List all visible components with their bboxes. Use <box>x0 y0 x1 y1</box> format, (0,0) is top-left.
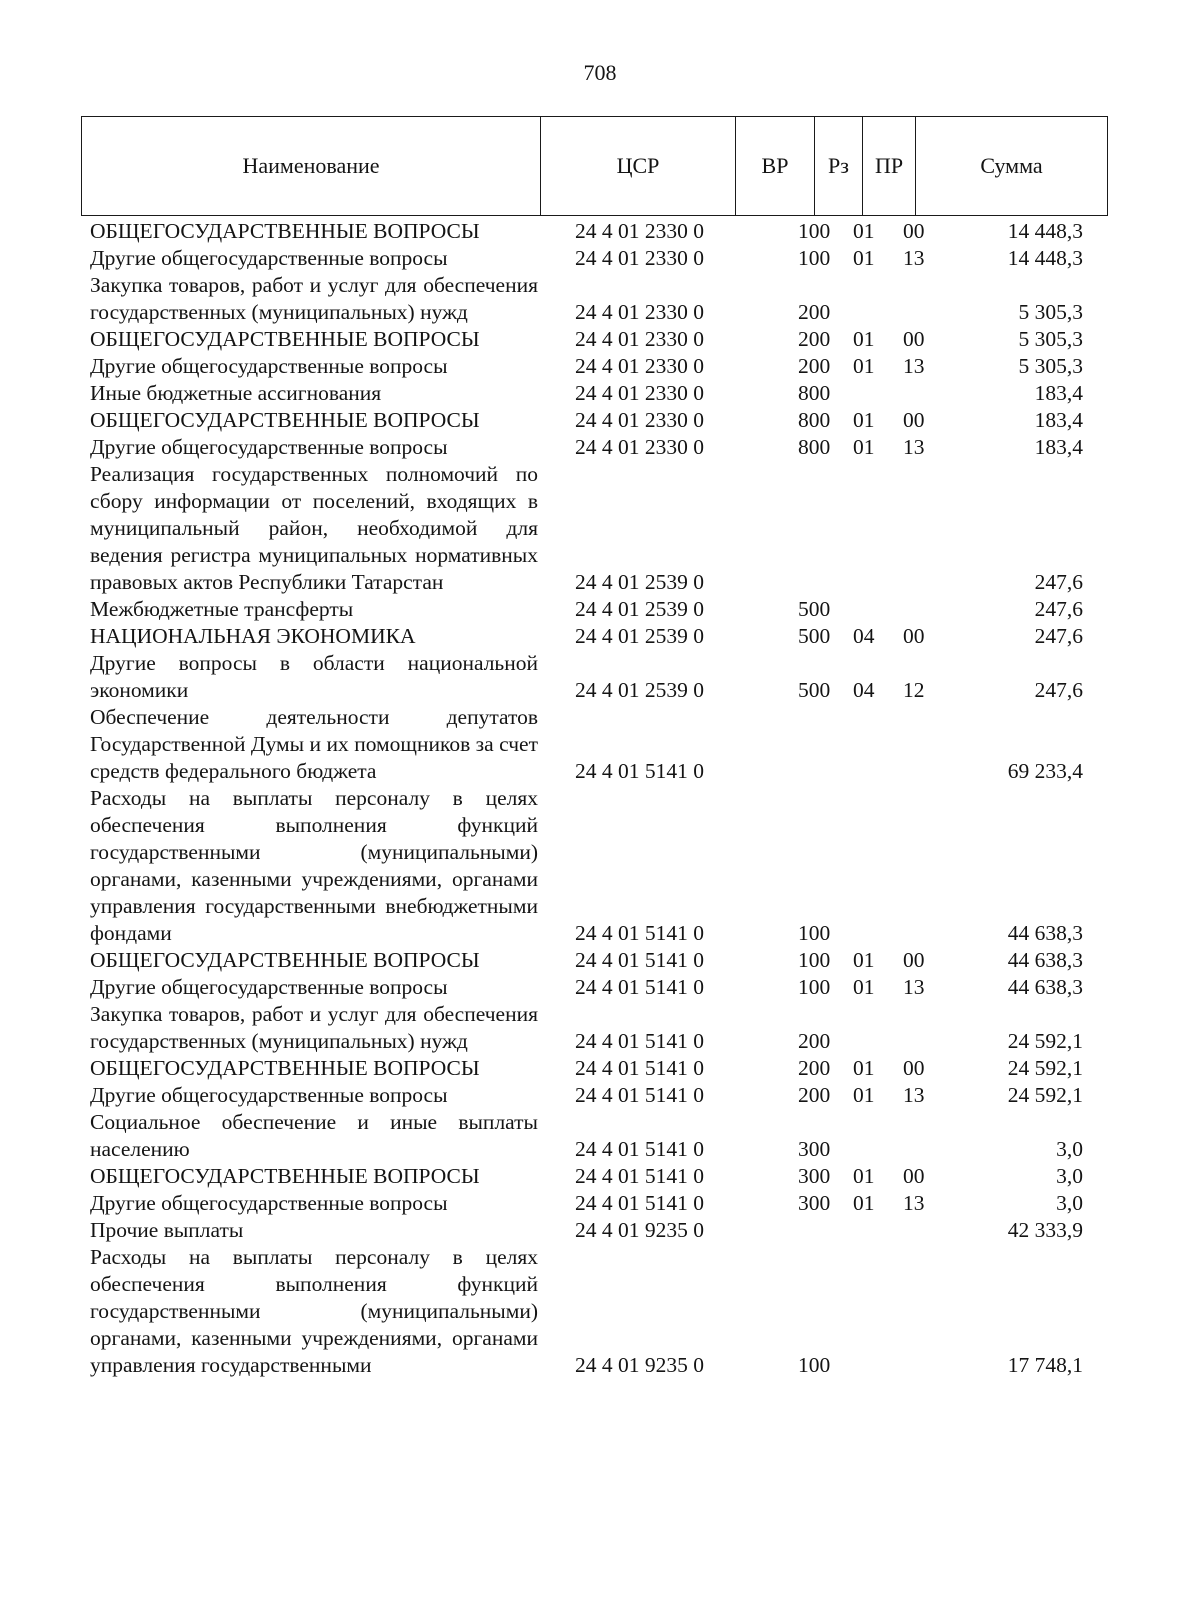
row-vr: 300 <box>798 1191 831 1215</box>
table-row <box>90 1055 1120 1082</box>
row-pr: 00 <box>903 408 925 432</box>
row-rz: 01 <box>853 1164 875 1188</box>
row-name: ОБЩЕГОСУДАРСТВЕННЫЕ ВОПРОСЫ <box>90 408 480 432</box>
table-row <box>90 461 1120 596</box>
row-name: Другие общегосударственные вопросы <box>90 354 448 378</box>
row-rz: 04 <box>853 624 875 648</box>
row-name: Расходы на выплаты персоналу в целях обеспечения выполнения функций государственными (муниципальными) органами, казенными учреждениями, органами управления государственными <box>90 1245 538 1377</box>
table-row <box>90 218 1120 245</box>
row-csr: 24 4 01 5141 0 <box>575 1029 704 1053</box>
row-vr: 200 <box>798 327 831 351</box>
table-row <box>90 1001 1120 1055</box>
row-vr: 100 <box>798 246 831 270</box>
row-sum: 183,4 <box>1034 381 1083 405</box>
row-vr: 300 <box>798 1164 831 1188</box>
row-csr: 24 4 01 2330 0 <box>575 408 704 432</box>
row-csr: 24 4 01 2539 0 <box>575 624 704 648</box>
row-pr: 00 <box>903 1056 925 1080</box>
table-row <box>90 947 1120 974</box>
row-rz: 01 <box>853 975 875 999</box>
table-row <box>90 596 1120 623</box>
row-name: ОБЩЕГОСУДАРСТВЕННЫЕ ВОПРОСЫ <box>90 1056 480 1080</box>
row-pr: 00 <box>903 327 925 351</box>
row-csr: 24 4 01 5141 0 <box>575 1191 704 1215</box>
header-vr: ВР <box>736 117 815 216</box>
row-rz: 01 <box>853 327 875 351</box>
row-pr: 13 <box>903 435 925 459</box>
row-rz: 01 <box>853 246 875 270</box>
row-sum: 183,4 <box>1034 408 1083 432</box>
header-csr: ЦСР <box>541 117 736 216</box>
row-name: Другие общегосударственные вопросы <box>90 1083 448 1107</box>
table-row <box>90 380 1120 407</box>
row-vr: 200 <box>798 1056 831 1080</box>
row-pr: 00 <box>903 948 925 972</box>
row-vr: 100 <box>798 975 831 999</box>
table-row <box>90 1244 1120 1379</box>
row-rz: 01 <box>853 408 875 432</box>
row-name: Межбюджетные трансферты <box>90 597 354 621</box>
row-sum: 17 748,1 <box>1007 1353 1083 1377</box>
row-name: Иные бюджетные ассигнования <box>90 381 382 405</box>
row-csr: 24 4 01 5141 0 <box>575 1056 704 1080</box>
row-name: Другие вопросы в области национальной экономики <box>90 651 538 702</box>
row-sum: 42 333,9 <box>1007 1218 1083 1242</box>
row-sum: 44 638,3 <box>1007 921 1083 945</box>
row-rz: 04 <box>853 678 875 702</box>
row-sum: 44 638,3 <box>1007 975 1083 999</box>
row-name: НАЦИОНАЛЬНАЯ ЭКОНОМИКА <box>90 624 416 648</box>
row-sum: 5 305,3 <box>1018 354 1083 378</box>
row-csr: 24 4 01 5141 0 <box>575 1083 704 1107</box>
table-row <box>90 1082 1120 1109</box>
row-sum: 3,0 <box>1056 1137 1083 1161</box>
table-header <box>81 116 1108 216</box>
row-rz: 01 <box>853 1083 875 1107</box>
row-vr: 500 <box>798 624 831 648</box>
table-body <box>90 218 1120 1379</box>
row-vr: 100 <box>798 1353 831 1377</box>
table-row <box>90 245 1120 272</box>
row-vr: 800 <box>798 435 831 459</box>
row-vr: 500 <box>798 678 831 702</box>
row-csr: 24 4 01 2330 0 <box>575 354 704 378</box>
header-sum: Сумма <box>916 117 1108 216</box>
row-name: Другие общегосударственные вопросы <box>90 1191 448 1215</box>
row-sum: 247,6 <box>1034 570 1083 594</box>
row-csr: 24 4 01 5141 0 <box>575 948 704 972</box>
row-rz: 01 <box>853 1056 875 1080</box>
row-csr: 24 4 01 5141 0 <box>575 1164 704 1188</box>
row-csr: 24 4 01 9235 0 <box>575 1353 704 1377</box>
row-csr: 24 4 01 2330 0 <box>575 246 704 270</box>
row-name: Другие общегосударственные вопросы <box>90 975 448 999</box>
row-csr: 24 4 01 2330 0 <box>575 435 704 459</box>
row-name: ОБЩЕГОСУДАРСТВЕННЫЕ ВОПРОСЫ <box>90 948 480 972</box>
row-name: ОБЩЕГОСУДАРСТВЕННЫЕ ВОПРОСЫ <box>90 1164 480 1188</box>
table-row <box>90 1163 1120 1190</box>
row-csr: 24 4 01 5141 0 <box>575 975 704 999</box>
row-name: Другие общегосударственные вопросы <box>90 435 448 459</box>
row-csr: 24 4 01 2539 0 <box>575 570 704 594</box>
table-row <box>90 272 1120 326</box>
row-rz: 01 <box>853 1191 875 1215</box>
row-csr: 24 4 01 2539 0 <box>575 678 704 702</box>
row-rz: 01 <box>853 948 875 972</box>
table-row <box>90 353 1120 380</box>
row-pr: 13 <box>903 1191 925 1215</box>
header-name: Наименование <box>82 117 541 216</box>
row-sum: 3,0 <box>1056 1191 1083 1215</box>
row-sum: 5 305,3 <box>1018 327 1083 351</box>
row-vr: 100 <box>798 219 831 243</box>
table-row <box>90 650 1120 704</box>
row-name: Закупка товаров, работ и услуг для обеспечения государственных (муниципальных) нужд <box>90 273 538 324</box>
row-name: Прочие выплаты <box>90 1218 244 1242</box>
table-row <box>90 1109 1120 1163</box>
row-csr: 24 4 01 2330 0 <box>575 381 704 405</box>
row-vr: 200 <box>798 354 831 378</box>
row-sum: 44 638,3 <box>1007 948 1083 972</box>
row-name: Социальное обеспечение и иные выплаты населению <box>90 1110 538 1161</box>
row-csr: 24 4 01 2330 0 <box>575 327 704 351</box>
table-row <box>90 1217 1120 1244</box>
row-name: Другие общегосударственные вопросы <box>90 246 448 270</box>
row-name: Расходы на выплаты персоналу в целях обеспечения выполнения функций государственными (муниципальными) органами, казенными учреждениями, органами управления государственными внебюджетными фондами <box>90 786 538 945</box>
row-sum: 5 305,3 <box>1018 300 1083 324</box>
row-name: ОБЩЕГОСУДАРСТВЕННЫЕ ВОПРОСЫ <box>90 327 480 351</box>
row-pr: 12 <box>903 678 925 702</box>
row-name: Реализация государственных полномочий по сбору информации от поселений, входящих в муниципальный район, необходимой для ведения регистра муниципальных нормативных правовых актов Республики Татарстан <box>90 462 538 594</box>
row-sum: 247,6 <box>1034 597 1083 621</box>
row-vr: 100 <box>798 948 831 972</box>
row-name: ОБЩЕГОСУДАРСТВЕННЫЕ ВОПРОСЫ <box>90 219 480 243</box>
table-row <box>90 326 1120 353</box>
row-sum: 14 448,3 <box>1007 246 1083 270</box>
row-vr: 300 <box>798 1137 831 1161</box>
row-sum: 3,0 <box>1056 1164 1083 1188</box>
row-sum: 24 592,1 <box>1007 1029 1083 1053</box>
header-rz: Рз <box>815 117 863 216</box>
table-row <box>90 407 1120 434</box>
row-sum: 24 592,1 <box>1007 1083 1083 1107</box>
row-pr: 13 <box>903 246 925 270</box>
row-vr: 200 <box>798 1083 831 1107</box>
row-vr: 500 <box>798 597 831 621</box>
page-number: 708 <box>583 60 617 85</box>
row-vr: 200 <box>798 300 831 324</box>
row-csr: 24 4 01 5141 0 <box>575 759 704 783</box>
row-sum: 24 592,1 <box>1007 1056 1083 1080</box>
row-pr: 13 <box>903 1083 925 1107</box>
table-row <box>90 974 1120 1001</box>
row-sum: 247,6 <box>1034 678 1083 702</box>
table-row <box>90 1190 1120 1217</box>
table-row <box>90 785 1120 947</box>
row-vr: 100 <box>798 921 831 945</box>
row-name: Обеспечение деятельности депутатов Государственной Думы и их помощников за счет средств федерального бюджета <box>90 705 538 783</box>
row-rz: 01 <box>853 435 875 459</box>
row-sum: 247,6 <box>1034 624 1083 648</box>
row-vr: 800 <box>798 408 831 432</box>
row-csr: 24 4 01 2330 0 <box>575 219 704 243</box>
table-row <box>90 434 1120 461</box>
row-csr: 24 4 01 9235 0 <box>575 1218 704 1242</box>
row-csr: 24 4 01 2539 0 <box>575 597 704 621</box>
row-pr: 00 <box>903 219 925 243</box>
row-vr: 200 <box>798 1029 831 1053</box>
row-sum: 69 233,4 <box>1007 759 1083 783</box>
row-pr: 00 <box>903 624 925 648</box>
row-csr: 24 4 01 5141 0 <box>575 1137 704 1161</box>
row-name: Закупка товаров, работ и услуг для обеспечения государственных (муниципальных) нужд <box>90 1002 538 1053</box>
table-row <box>90 623 1120 650</box>
row-rz: 01 <box>853 354 875 378</box>
row-rz: 01 <box>853 219 875 243</box>
row-pr: 00 <box>903 1164 925 1188</box>
row-pr: 13 <box>903 975 925 999</box>
row-sum: 183,4 <box>1034 435 1083 459</box>
row-vr: 800 <box>798 381 831 405</box>
row-csr: 24 4 01 5141 0 <box>575 921 704 945</box>
header-pr: ПР <box>863 117 916 216</box>
row-pr: 13 <box>903 354 925 378</box>
table-row <box>90 704 1120 785</box>
row-sum: 14 448,3 <box>1007 219 1083 243</box>
row-csr: 24 4 01 2330 0 <box>575 300 704 324</box>
